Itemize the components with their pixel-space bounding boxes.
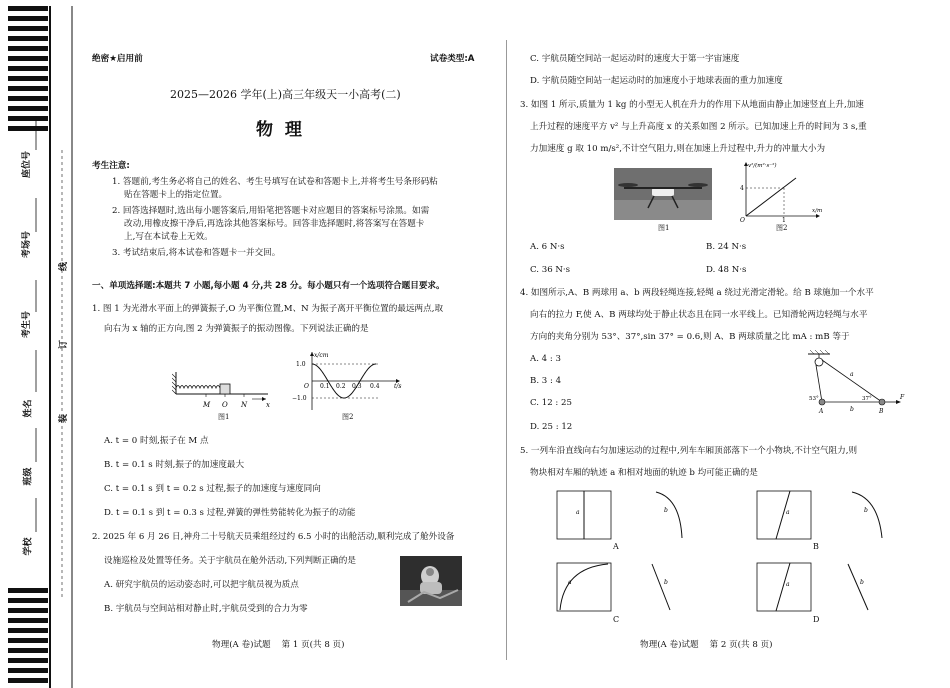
x-tick: 0.4 <box>370 383 380 390</box>
curve-a-label: a <box>786 581 790 588</box>
q5-option-d-figure <box>756 562 906 614</box>
notice-line: 2. 回答选择题时,选出每小题答案后,用铅笔把答题卡对应题目的答案标号涂黑。如需 <box>112 206 430 216</box>
y-tick-pos: 1.0 <box>296 361 306 368</box>
seal-pack-char: 装 <box>59 413 70 424</box>
notice-line: 贴在答题卡上的指定位置。 <box>124 190 228 200</box>
q4-option-c: C. 12 : 25 <box>530 398 572 408</box>
page-divider <box>506 40 507 660</box>
notice-line: 改动,用橡皮擦干净后,再选涂其他答案标号。回答非选择题时,将答案写在答题卡 <box>124 219 425 229</box>
q5-option-c-figure <box>556 562 706 614</box>
x-tick: 0.3 <box>352 383 362 390</box>
q3-option-a: A. 6 N·s <box>530 242 565 252</box>
q2-option-d: D. 宇航员随空间站一起运动时的加速度小于地球表面的重力加速度 <box>530 76 783 86</box>
page2-footer: 物理(A 卷)试题 第 2 页(共 8 页) <box>640 640 773 650</box>
notice-line: 1. 答题前,考生务必将自己的姓名、考生号填写在试卷和答题卡上,并将考生号条形码粘 <box>112 177 438 187</box>
point-M: M <box>203 401 211 409</box>
q2-stem: 设施巡检及处置等任务。关于宇航员在舱外活动,下列判断正确的是 <box>104 556 356 566</box>
q3-stem: 上升过程的速度平方 v² 与上升高度 x 的关系如图 2 所示。已知加速上升的时间为 3 s,重 <box>530 122 867 132</box>
curve-b-label: b <box>860 579 864 586</box>
curve-a-label: a <box>576 509 580 516</box>
q5-label-b: B <box>813 542 819 551</box>
q3-option-d: D. 48 N·s <box>706 265 747 275</box>
section-title: 一、单项选择题:本题共 7 小题,每小题 4 分,共 28 分。每小题只有一个选项符合题目要求。 <box>92 281 445 291</box>
q1-fig2-caption: 图2 <box>342 413 354 421</box>
q1-fig1-caption: 图1 <box>218 413 230 421</box>
q1-spring-figure <box>172 366 272 416</box>
rope-a-label: a <box>850 371 854 378</box>
q1-option-d: D. t = 0.1 s 到 t = 0.3 s 过程,弹簧的弹性势能转化为振子的动能 <box>104 508 356 518</box>
q2-option-c: C. 宇航员随空间站一起运动时的速度大于第一宇宙速度 <box>530 54 740 64</box>
q2-stem: 2. 2025 年 6 月 26 日,神舟二十号航天员乘组经过约 6.5 小时的出舱活动,顺利完成了舱外设备 <box>92 532 455 542</box>
name-label: 姓名 <box>23 399 34 418</box>
drone-photo <box>614 168 712 220</box>
x-axis-label: t/s <box>394 383 402 390</box>
subject-title: 物 理 <box>256 120 302 140</box>
origin-label: O <box>740 217 745 222</box>
q4-stem: 4. 如图所示,A、B 两球用 a、b 两段轻绳连接,轻绳 a 绕过光滑定滑轮。给 B 球施加一个水平 <box>520 288 874 298</box>
y-axis-label: v²/(m²·s⁻²) <box>748 163 777 169</box>
curve-b-label: b <box>864 507 868 514</box>
q3-fig2-caption: 图2 <box>776 224 788 232</box>
origin-label: O <box>304 383 309 390</box>
q2-option-b: B. 宇航员与空间站相对静止时,宇航员受到的合力为零 <box>104 604 308 614</box>
q5-label-c: C <box>613 615 620 624</box>
axis-x-label: x <box>266 401 270 409</box>
q5-option-a-figure <box>556 490 706 542</box>
notice-title: 考生注意: <box>92 161 130 171</box>
angle-37: 37° <box>862 396 872 402</box>
class-label: 班级 <box>23 467 34 486</box>
rope-b-label: b <box>850 406 854 413</box>
x-tick: 1 <box>782 217 786 222</box>
q5-stem: 5. 一列车沿直线向右匀加速运动的过程中,列车车厢顶部落下一个小物块,不计空气阻力,则 <box>520 446 858 456</box>
q1-stem: 1. 图 1 为光滑水平面上的弹簧振子,O 为平衡位置,M、N 为振子离开平衡位置的最远两点,取 <box>92 304 444 314</box>
notice-line: 3. 考试结束后,将本试卷和答题卡一并交回。 <box>112 248 281 258</box>
q3-option-b: B. 24 N·s <box>706 242 747 252</box>
q3-stem: 力加速度 g 取 10 m/s²,不计空气阻力,则在加速上升过程中,升力的冲量大小为 <box>530 144 826 154</box>
q1-stem: 向右为 x 轴的正方向,图 2 为弹簧振子的振动图像。下列说法正确的是 <box>104 324 369 334</box>
school-label: 学校 <box>23 537 34 556</box>
paper-type: 试卷类型:A <box>430 54 475 64</box>
exam-room-label: 考场号 <box>22 230 33 259</box>
astronaut-photo <box>400 556 462 606</box>
q3-fig1-caption: 图1 <box>658 224 670 232</box>
q5-stem: 物块相对车厢的轨迹 a 和相对地面的轨迹 b 均可能正确的是 <box>530 468 758 478</box>
curve-b-label: b <box>664 507 668 514</box>
seal-bind-char: 订 <box>59 339 70 350</box>
q3-stem: 3. 如图 1 所示,质量为 1 kg 的小型无人机在升力的作用下从地面由静止加速竖直上升,加速 <box>520 100 864 110</box>
exam-title: 2025—2026 学年(上)高三年级天一小高考(二) <box>170 88 401 101</box>
point-O: O <box>222 401 228 409</box>
x-tick: 0.1 <box>320 383 330 390</box>
confidential-mark: 绝密★启用前 <box>92 54 143 64</box>
y-tick-neg: −1.0 <box>292 395 307 402</box>
seat-number-label: 座位号 <box>22 150 33 179</box>
q4-option-b: B. 3 : 4 <box>530 376 562 386</box>
seal-line-char: 线 <box>59 261 70 272</box>
q1-option-b: B. t = 0.1 s 时刻,振子的加速度最大 <box>104 460 245 470</box>
ball-B-label: B <box>879 408 884 415</box>
q4-stem: 向右的拉力 F,使 A、B 两球均处于静止状态且在同一水平线上。已知滑轮两边轻绳与水平 <box>530 310 868 320</box>
curve-b-label: b <box>664 579 668 586</box>
q3-option-c: C. 36 N·s <box>530 265 571 275</box>
q1-option-c: C. t = 0.1 s 到 t = 0.2 s 过程,振子的加速度与速度同向 <box>104 484 321 494</box>
force-F-label: F <box>900 394 905 401</box>
page1-footer: 物理(A 卷)试题 第 1 页(共 8 页) <box>212 640 345 650</box>
q4-option-d: D. 25 : 12 <box>530 422 573 432</box>
angle-53: 53° <box>809 396 819 402</box>
q5-label-d: D <box>813 615 820 624</box>
q4-option-a: A. 4 : 3 <box>530 354 561 364</box>
x-axis-label: x/m <box>812 208 823 214</box>
q4-stem: 方向的夹角分别为 53°、37°,sin 37° = 0.6,则 A、B 两球质量之比 mA : mB 等于 <box>530 332 850 342</box>
q3-v2-x-graph <box>736 160 826 222</box>
point-N: N <box>241 401 248 409</box>
x-tick: 0.2 <box>336 383 346 390</box>
q4-pulley-figure <box>806 350 906 416</box>
q5-label-a: A <box>613 542 619 551</box>
ball-A-label: A <box>819 408 824 415</box>
curve-a-label: a <box>568 579 572 586</box>
q5-option-b-figure <box>756 490 906 542</box>
y-tick: 4 <box>740 185 744 192</box>
q1-vibration-graph <box>290 350 405 412</box>
q1-option-a: A. t = 0 时刻,振子在 M 点 <box>104 436 209 446</box>
curve-a-label: a <box>786 509 790 516</box>
q2-option-a: A. 研究宇航员的运动姿态时,可以把宇航员视为质点 <box>104 580 299 590</box>
y-axis-label: x/cm <box>314 352 329 359</box>
student-number-label: 考生号 <box>22 310 33 339</box>
notice-line: 上,写在本试卷上无效。 <box>124 232 213 242</box>
